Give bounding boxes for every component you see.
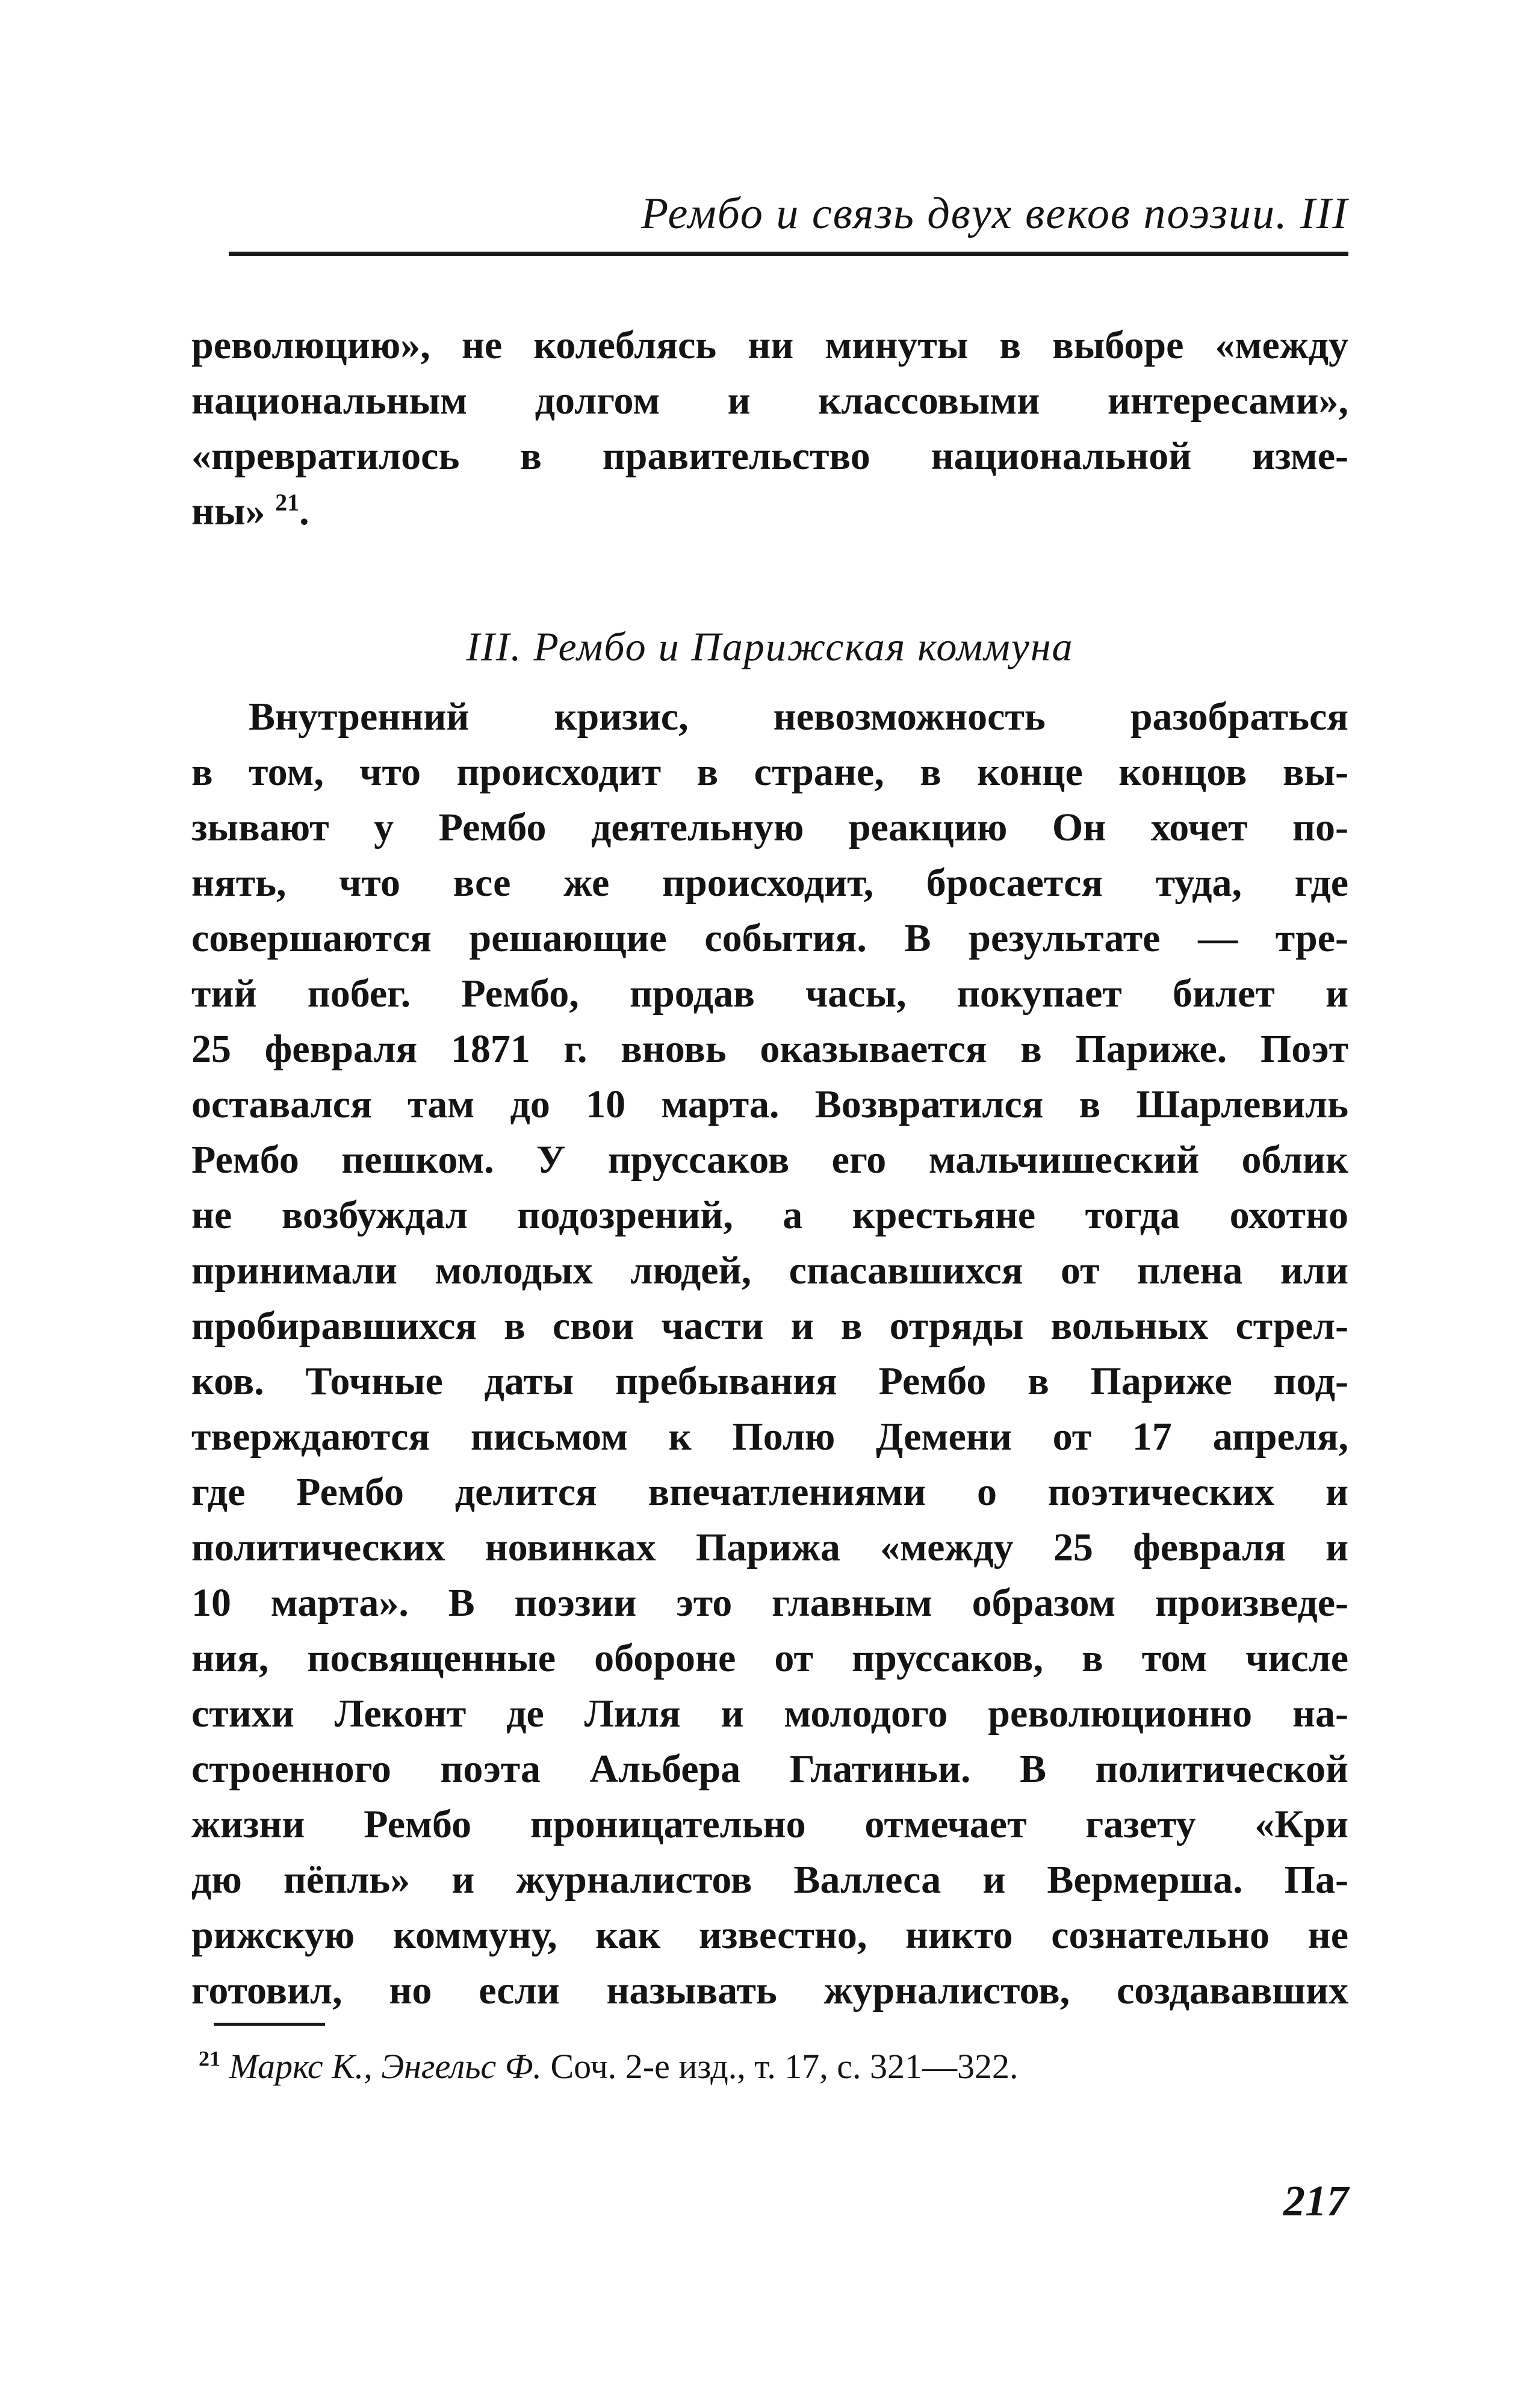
section-heading: III. Рембо и Парижская коммуна — [466, 624, 1074, 669]
text-line: «превратилось в правительство национальной изме- — [191, 434, 1348, 478]
text-line: оставался там до 10 марта. Возвратился в Шарлевиль — [191, 1082, 1348, 1126]
text-line: в том, что происходит в стране, в конце концов вы- — [191, 750, 1348, 794]
footnote-rule — [214, 2023, 325, 2026]
body-paragraph — [191, 689, 1348, 2019]
text-line: политических новинках Парижа «между 25 февраля и — [191, 1525, 1348, 1569]
footnote-citation: Соч. 2-е изд., т. 17, с. 321—322. — [550, 2047, 1019, 2086]
text-line: строенного поэта Альбера Глатиньи. В политической — [191, 1747, 1348, 1791]
running-head: Рембо и связь двух веков поэзии. III — [640, 189, 1348, 238]
text-line: где Рембо делится впечатлениями о поэтических и — [191, 1470, 1348, 1514]
footnote-authors: Маркс К., Энгельс Ф. — [229, 2047, 542, 2086]
text-line: ния, посвященные обороне от пруссаков, в том числе — [191, 1636, 1348, 1680]
text-line: стихи Леконт де Лиля и молодого революционно на- — [191, 1692, 1348, 1736]
header-rule — [229, 252, 1348, 256]
text-line: ков. Точные даты пребывания Рембо в Париже под- — [191, 1359, 1348, 1403]
text-line-last — [191, 484, 1348, 539]
text-line: готовил, но если называть журналистов, создававших — [191, 1969, 1348, 2012]
text-fragment: ны» — [191, 489, 265, 533]
text-line: нять, что все же происходит, бросается туда, где — [191, 861, 1348, 905]
text-line: тий побег. Рембо, продав часы, покупает билет и — [191, 972, 1348, 1016]
text-line: дю пёпль» и журналистов Валлеса и Вермерша. Па- — [191, 1858, 1348, 1902]
text-line: принимали молодых людей, спасавшихся от плена или — [191, 1249, 1348, 1292]
text-line: 25 февраля 1871 г. вновь оказывается в Париже. Поэт — [191, 1027, 1348, 1071]
text-line: совершаются решающие события. В результате — тре- — [191, 916, 1348, 960]
text-line: тверждаются письмом к Полю Демени от 17 апреля, — [191, 1415, 1348, 1459]
footnote-ref: 21 — [275, 489, 300, 516]
text-line: жизни Рембо проницательно отмечает газету «Кри — [191, 1802, 1348, 1846]
text-line: Внутренний кризис, невозможность разобраться — [249, 695, 1348, 739]
text-line: зывают у Рембо деятельную реакцию Он хочет по- — [191, 805, 1348, 849]
text-line: рижскую коммуну, как известно, никто сознательно не — [191, 1913, 1348, 1957]
text-line: 10 марта». В поэзии это главным образом произведе- — [191, 1581, 1348, 1625]
text-line: революцию», не колеблясь ни минуты в выборе «между — [191, 323, 1348, 367]
top-paragraph — [191, 318, 1348, 539]
footnote-number: 21 — [199, 2046, 220, 2071]
footnote — [199, 2046, 1019, 2088]
text-line: Рембо пешком. У пруссаков его мальчишеский облик — [191, 1138, 1348, 1182]
text-line: национальным долгом и классовыми интересами», — [191, 379, 1348, 423]
text-line: не возбуждал подозрений, а крестьяне тогда охотно — [191, 1193, 1348, 1237]
page-number: 217 — [1283, 2177, 1348, 2225]
text-line: пробиравшихся в свои части и в отряды вольных стрел- — [191, 1304, 1348, 1348]
punctuation: . — [299, 489, 309, 533]
